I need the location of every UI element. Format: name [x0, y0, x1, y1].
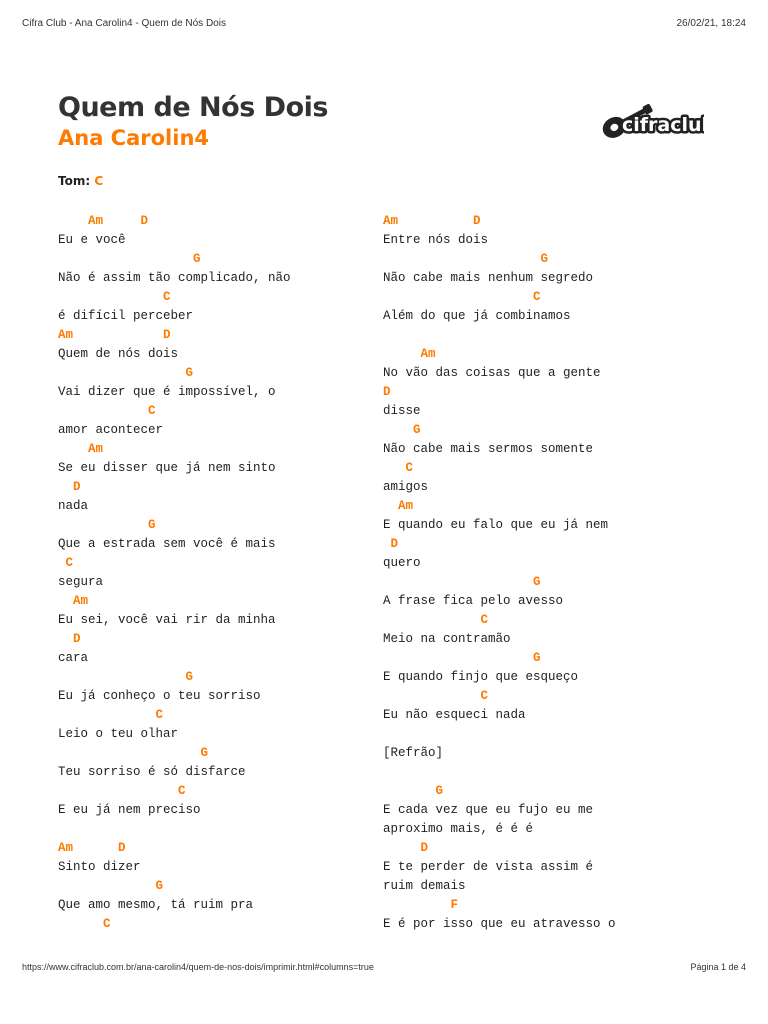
blank-line — [58, 820, 291, 839]
lyric-line: nada — [58, 499, 89, 513]
lyric-line: Sinto dizer — [58, 860, 141, 874]
lyric-line: E cada vez que eu fujo eu me — [383, 803, 594, 817]
lyrics-column-left — [58, 212, 291, 934]
song-title: Quem de Nós Dois — [58, 92, 328, 123]
chord-line[interactable]: Am D — [383, 214, 481, 228]
lyric-line: Eu não esqueci nada — [383, 708, 526, 722]
lyric-line: cara — [58, 651, 89, 665]
chord-line[interactable]: Am D — [58, 841, 126, 855]
lyric-line: Entre nós dois — [383, 233, 489, 247]
chord-line[interactable]: D — [58, 632, 81, 646]
lyric-line: Eu e você — [58, 233, 126, 247]
print-header-datetime: 26/02/21, 18:24 — [676, 18, 746, 29]
lyric-line: E quando finjo que esqueço — [383, 670, 579, 684]
lyric-line: segura — [58, 575, 104, 589]
chord-line[interactable]: G — [58, 670, 194, 684]
lyric-line: Teu sorriso é só disfarce — [58, 765, 246, 779]
lyric-line: Vai dizer que é impossível, o — [58, 385, 276, 399]
lyric-line: E eu já nem preciso — [58, 803, 201, 817]
lyric-line: Quem de nós dois — [58, 347, 179, 361]
print-footer — [22, 962, 746, 972]
chord-line[interactable]: Am D — [58, 328, 171, 342]
footer-page-number: Página 1 de 4 — [690, 962, 746, 972]
lyric-line: Meio na contramão — [383, 632, 511, 646]
chord-line[interactable]: G — [58, 252, 201, 266]
lyric-line: No vão das coisas que a gente — [383, 366, 601, 380]
lyric-line: Leio o teu olhar — [58, 727, 179, 741]
lyric-line: Que amo mesmo, tá ruim pra — [58, 898, 254, 912]
key-label: Tom: — [58, 174, 91, 188]
chord-line[interactable]: C — [383, 689, 489, 703]
key-indicator — [58, 174, 103, 188]
lyric-line: Além do que já combinamos — [383, 309, 571, 323]
chord-line[interactable]: D — [383, 385, 391, 399]
blank-line — [383, 326, 616, 345]
chord-line[interactable]: Am D — [58, 214, 149, 228]
print-header-title: Cifra Club - Ana Carolin4 - Quem de Nós Dois — [22, 18, 226, 29]
chord-line[interactable]: C — [58, 917, 111, 931]
chord-line[interactable]: D — [383, 841, 429, 855]
chord-line[interactable]: G — [383, 252, 549, 266]
lyric-line: E é por isso que eu atravesso o — [383, 917, 616, 931]
lyric-line: Não cabe mais nenhum segredo — [383, 271, 594, 285]
chord-line[interactable]: C — [58, 784, 186, 798]
lyric-line: é difícil perceber — [58, 309, 194, 323]
chord-line[interactable]: C — [58, 404, 156, 418]
chord-line[interactable]: D — [383, 537, 399, 551]
lyric-line: Não cabe mais sermos somente — [383, 442, 594, 456]
lyric-line: E te perder de vista assim é — [383, 860, 594, 874]
lyric-line: aproximo mais, é é é — [383, 822, 534, 836]
lyric-line: Não é assim tão complicado, não — [58, 271, 291, 285]
chord-line[interactable]: Am — [58, 594, 89, 608]
print-header — [22, 18, 746, 29]
lyric-line: amigos — [383, 480, 429, 494]
chord-line[interactable]: Am — [383, 499, 414, 513]
key-value[interactable]: C — [94, 174, 104, 188]
chord-line[interactable]: C — [383, 290, 541, 304]
chord-line[interactable]: Am — [58, 442, 104, 456]
lyric-line: Eu já conheço o teu sorriso — [58, 689, 261, 703]
lyric-line: quero — [383, 556, 421, 570]
logo-text: cifraclu — [622, 114, 702, 136]
svg-text:cifraclub: cifraclu — [622, 114, 702, 136]
chord-line[interactable]: C — [58, 556, 74, 570]
chord-line[interactable]: G — [58, 746, 209, 760]
chord-line[interactable]: G — [58, 879, 164, 893]
chord-line[interactable]: Am — [383, 347, 436, 361]
chord-line[interactable]: F — [383, 898, 459, 912]
footer-url: https://www.cifraclub.com.br/ana-carolin4/quem-de-nos-dois/imprimir.html#columns=true — [22, 962, 374, 972]
chord-line[interactable]: D — [58, 480, 81, 494]
chord-line[interactable]: C — [58, 708, 164, 722]
blank-line — [383, 763, 616, 782]
chord-line[interactable]: G — [383, 651, 541, 665]
chord-line[interactable]: G — [383, 423, 421, 437]
lyric-line: amor acontecer — [58, 423, 164, 437]
lyric-line: [Refrão] — [383, 746, 444, 760]
chord-line[interactable]: G — [383, 784, 444, 798]
chord-line[interactable]: C — [383, 461, 414, 475]
blank-line — [383, 725, 616, 744]
lyric-line: Se eu disser que já nem sinto — [58, 461, 276, 475]
guitar-icon — [594, 96, 704, 140]
lyric-line: Que a estrada sem você é mais — [58, 537, 276, 551]
cifraclub-logo — [594, 96, 704, 140]
chord-line[interactable]: G — [383, 575, 541, 589]
lyric-line: A frase fica pelo avesso — [383, 594, 564, 608]
chord-line[interactable]: G — [58, 366, 194, 380]
chord-line[interactable]: C — [58, 290, 171, 304]
artist-name[interactable]: Ana Carolin4 — [58, 126, 210, 150]
lyric-line: ruim demais — [383, 879, 466, 893]
lyric-line: Eu sei, você vai rir da minha — [58, 613, 276, 627]
lyric-line: E quando eu falo que eu já nem — [383, 518, 609, 532]
lyrics-column-right — [383, 212, 616, 934]
chord-line[interactable]: C — [383, 613, 489, 627]
lyric-line: disse — [383, 404, 421, 418]
chord-line[interactable]: G — [58, 518, 156, 532]
